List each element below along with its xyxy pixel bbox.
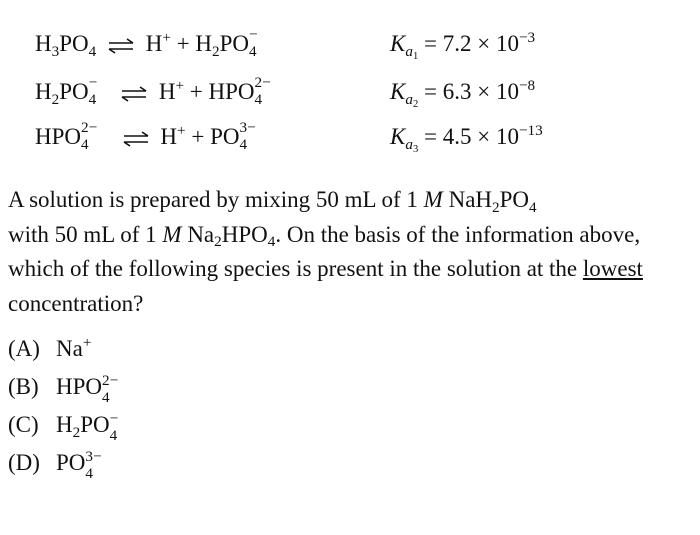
choice-a[interactable]: (A) Na+ [8,333,92,361]
ka1-expression: $K_{a1} = 7.2 \times 10^{-3}$ [390,28,536,62]
emphasis-lowest: lowest [582,256,643,281]
equilibrium-arrows-icon [106,28,136,60]
equilibrium-arrows-icon [119,76,149,108]
choice-c[interactable]: (C) $H_2PO$ − 4 [8,409,119,445]
equilibrium-equation-3: HPO 2− 4 H+ + PO 3− 4 [35,121,269,153]
proton: H+ [160,121,186,149]
product-1: $H_2PO$ − 4 [195,25,258,61]
proton: H+ [158,76,184,104]
ka3-expression: $K_{a3} = 4.5 \times 10^{-13}$ [390,121,543,155]
product-2: HPO 2− 4 [208,73,271,109]
product-3: PO 3− 4 [210,118,256,154]
choice-d[interactable]: (D) PO 3− 4 [8,447,102,483]
equilibrium-arrows-icon [121,121,151,153]
equilibrium-equation-1: $H_3PO_4$ $H^+ + H_2PO$ − 4 [35,28,270,60]
equilibrium-equation-2: $H_2PO$ − 4 H+ + HPO 2− 4 [35,76,284,108]
answer-choices [8,330,132,482]
question-text: A solution is prepared by mixing 50 mL of 1 M $NaH_2PO_4$ with 50 mL of 1 M $Na_2HPO_4$. On the basis of the information above, which of the following species is present in the solution at the lowest concentration? [8,187,643,316]
choice-b[interactable]: (B) HPO 2− 4 [8,371,119,407]
proton: H+ [145,28,171,56]
ka2-expression: $K_{a2} = 6.3 \times 10^{-8}$ [390,76,536,110]
